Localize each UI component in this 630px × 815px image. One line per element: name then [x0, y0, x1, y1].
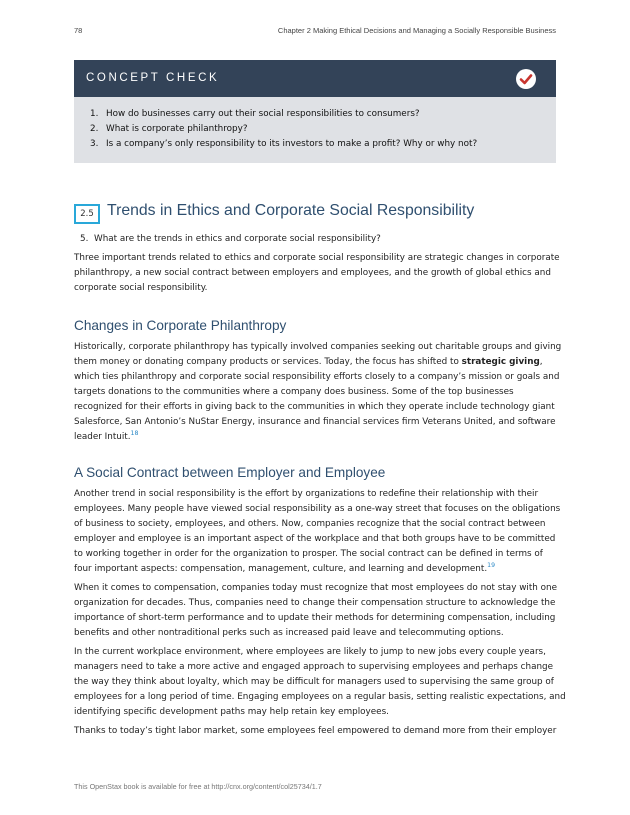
- social-contract-heading: A Social Contract between Employer and Employee: [74, 465, 386, 480]
- page-footer: This OpenStax book is available for free at http://cnx.org/content/col25734/1.7: [74, 782, 322, 791]
- section-intro-paragraph: Three important trends related to ethics and corporate social responsibility are strategic changes in corporate philanthropy, a new social contract between employers and employees, and the growth of global ethics and corporate social responsibility.: [74, 253, 560, 293]
- concept-check-body: [74, 97, 556, 163]
- philanthropy-paragraph: Historically, corporate philanthropy has typically involved companies seeking out charitable groups and giving them money or donating company products or services. Today, the focus has shifted to strategic giving, which ties philanthropy and corporate social responsibility efforts closely to a company’s mission or goals and targets donations to the communities where a company does business. Some of the top businesses recognized for their efforts in giving back to the communities in which they operate include technology giant Salesforce, San Antonio’s NuStar Energy, insurance and financial services firm Veterans United, and software leader Intuit.$^{18}$: [74, 342, 562, 442]
- strategic-giving-term: strategic giving: [461, 357, 540, 367]
- page-number: 78: [74, 26, 83, 35]
- concept-check-header: [74, 60, 556, 97]
- philanthropy-heading: Changes in Corporate Philanthropy: [74, 318, 287, 333]
- chapter-title: Chapter 2 Making Ethical Decisions and Managing a Socially Responsible Business: [277, 26, 556, 35]
- social-contract-paragraph-2: When it comes to compensation, companies today must recognize that most employees do not stay with one organization for decades. Thus, companies need to change their compensation structure to acknowledge the importance of short-term performance and to update their methods for determining compensation, including benefits and other nontraditional perks such as increased paid leave and telecommuting options.: [74, 583, 558, 638]
- footnote-link-19[interactable]: 19: [487, 562, 496, 570]
- section-title: Trends in Ethics and Corporate Social Responsibility: [107, 202, 475, 219]
- social-contract-paragraph-3: In the current workplace environment, where employees are likely to jump to new jobs every couple years, managers need to take a more active and engaged approach to supervising employees and perhaps change the way they think about loyalty, which may be difficult for managers used to supervising the same group of employees for a long period of time. Engaging employees on a regular basis, setting realistic expectations, and identifying specific development paths may help retain key employees.: [74, 647, 566, 717]
- concept-check-box: [74, 60, 556, 163]
- social-contract-paragraph-1: Another trend in social responsibility is the effort by organizations to redefine their relationship with their employees. Many people have viewed social responsibility as a one-way street that focuses on the obligations of business to society, employees, and others. Now, companies recognize that the social contract between employer and employee is an important aspect of the workplace and that both groups have to be committed to working together in order for the organization to prosper. The social contract can be defined in terms of four important aspects: compensation, management, culture, and learning and development.$^{19}$: [74, 489, 561, 574]
- checkmark-icon: [516, 69, 536, 89]
- footnote-link-18[interactable]: 18: [130, 430, 139, 438]
- social-contract-paragraph-4: Thanks to today’s tight labor market, some employees feel empowered to demand more from their employer: [74, 726, 557, 736]
- section-number-badge: 2.5: [74, 204, 100, 224]
- list-item: 1. How do businesses carry out their social responsibilities to consumers?: [90, 109, 420, 119]
- list-item: 2. What is corporate philanthropy?: [90, 124, 248, 134]
- running-header: [74, 26, 556, 38]
- list-item: 3. Is a company’s only responsibility to its investors to make a profit? Why or why not?: [90, 139, 478, 149]
- concept-check-title: CONCEPT CHECK: [86, 72, 220, 84]
- concept-check-list: [90, 107, 477, 152]
- learning-objective: 5. What are the trends in ethics and corporate social responsibility?: [80, 234, 381, 244]
